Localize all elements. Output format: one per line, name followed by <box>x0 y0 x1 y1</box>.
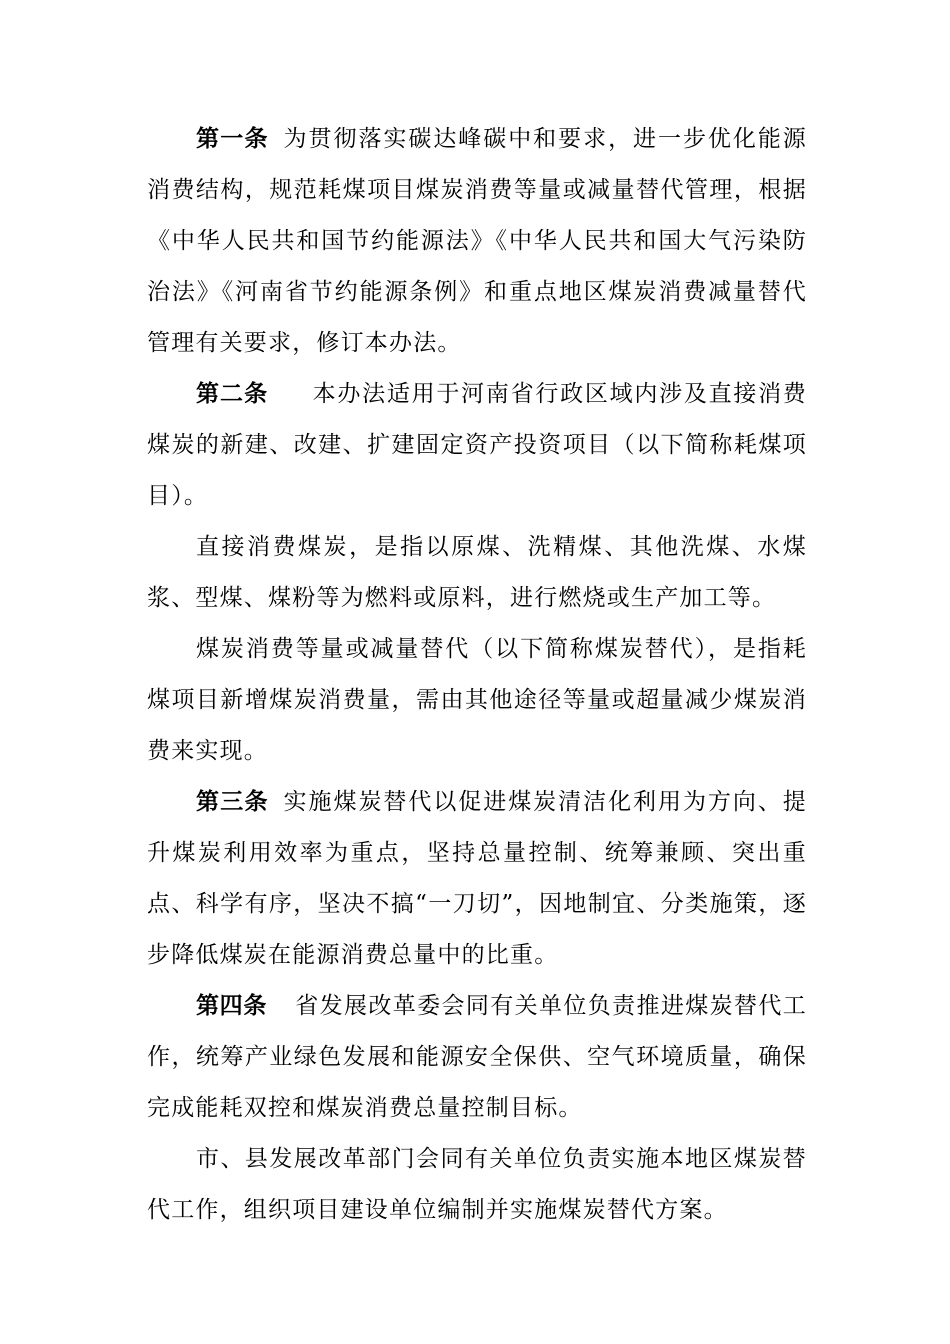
article-3 <box>147 777 807 981</box>
article-2-paragraph-3 <box>147 624 807 777</box>
article-1 <box>147 114 807 369</box>
article-2-heading: 第二条 <box>196 381 269 407</box>
article-4-heading: 第四条 <box>196 993 268 1019</box>
article-1-text: 为贯彻落实碳达峰碳中和要求，进一步优化能源消费结构，规范耗煤项目煤炭消费等量或减量替代管理，根据《中华人民共和国节约能源法》《中华人民共和国大气污染防治法》《河南省节约能源条例》和重点地区煤炭消费减量替代管理有关要求，修订本办法。 <box>147 126 808 356</box>
document-body <box>147 114 807 1236</box>
article-4 <box>147 981 807 1134</box>
article-2-text: 本办法适用于河南省行政区域内涉及直接消费煤炭的新建、改建、扩建固定资产投资项目（以下简称耗煤项目）。 <box>147 381 808 509</box>
article-1-heading: 第一条 <box>196 126 269 152</box>
article-2-paragraph-3-text: 煤炭消费等量或减量替代（以下简称煤炭替代），是指耗煤项目新增煤炭消费量，需由其他途径等量或超量减少煤炭消费来实现。 <box>147 636 807 764</box>
article-4-text: 省发展改革委会同有关单位负责推进煤炭替代工作，统筹产业绿色发展和能源安全保供、空气环境质量，确保完成能耗双控和煤炭消费总量控制目标。 <box>147 993 808 1121</box>
article-4-paragraph-2 <box>147 1134 807 1236</box>
article-3-text: 实施煤炭替代以促进煤炭清洁化利用为方向、提升煤炭利用效率为重点，坚持总量控制、统筹兼顾、突出重点、科学有序，坚决不搞“一刀切”，因地制宜、分类施策，逐步降低煤炭在能源消费总量中的比重。 <box>147 789 808 968</box>
article-3-heading: 第三条 <box>196 789 269 815</box>
article-2-paragraph-2-text: 直接消费煤炭，是指以原煤、洗精煤、其他洗煤、水煤浆、型煤、煤粉等为燃料或原料，进行燃烧或生产加工等。 <box>147 534 807 611</box>
article-4-paragraph-2-text: 市、县发展改革部门会同有关单位负责实施本地区煤炭替代工作，组织项目建设单位编制并实施煤炭替代方案。 <box>147 1146 807 1223</box>
article-2-paragraph-2 <box>147 522 807 624</box>
article-2 <box>147 369 807 522</box>
